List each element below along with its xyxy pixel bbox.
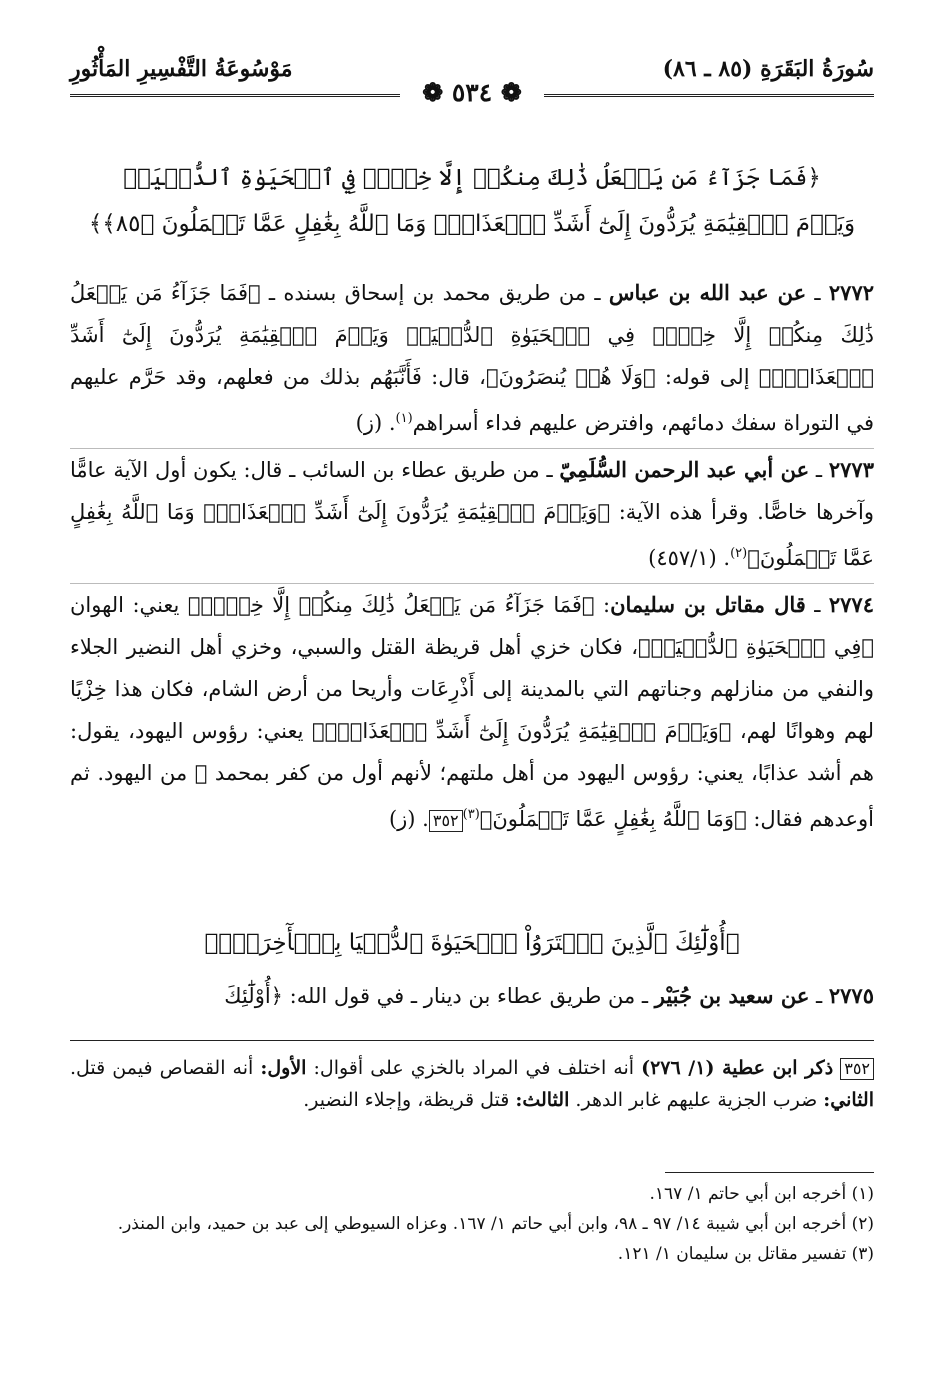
entry-tail: . (ز) [355, 411, 396, 435]
verse-85-heading [70, 155, 874, 247]
verse-85-line-2: وَيَوۡمَ ٱلۡقِيَٰمَةِ يُرَدُّونَ إِلَىٰٓ أَشَدِّ ٱلۡعَذَابِۗ وَمَا ٱللَّهُ بِغَٰفِلٍ عَمَّا تَعۡمَلُونَ ﴿٨٥﴾﴾ [88, 211, 856, 237]
page-number-text: ٥٣٤ [451, 78, 493, 107]
verse-86-line-1: ﴿أُوْلَٰٓئِكَ ٱلَّذِينَ ٱشۡتَرَوُاْ ٱلۡحَيَوٰةَ ٱلدُّنۡيَا بِٱلۡأٓخِرَةِۖ﴾ [204, 930, 740, 956]
footnote-1: (١) أخرجه ابن أبي حاتم ١/ ١٦٧. [649, 1184, 874, 1204]
note-key-2: الثاني: [823, 1089, 874, 1111]
commentary-note-352 [70, 1052, 874, 1116]
narrator-name: قال مقاتل بن سليمان [610, 592, 806, 617]
page-number [414, 78, 530, 107]
ornament-left-icon: ❁ [422, 78, 452, 107]
entry-number: ٢٧٧٥ [828, 983, 874, 1008]
entry-text: ـ من طريق عطاء بن السائب ـ قال: يكون أول الآية عامًّا وآخرها خاصًّا. وقرأ هذه الآية: ﴿وَيَوۡمَ ٱلۡقِيَٰمَةِ يُرَدُّونَ إِلَىٰٓ أَشَدِّ ٱلۡعَذَابِۗ وَمَا ٱللَّهُ بِغَٰفِلٍ عَمَّا تَعۡمَلُونَ﴾ [70, 458, 874, 570]
entries [70, 272, 874, 840]
footnotes [70, 1180, 874, 1270]
note-text: أنه اختلف في المراد بالخزي على أقوال: [306, 1057, 642, 1079]
header-rule-left [70, 94, 400, 97]
entry-text: : ﴿فَمَا جَزَآءُ مَن يَفۡعَلُ ذَٰلِكَ مِنكُمۡ إِلَّا خِزۡيٞ﴾ يعني: الهوان ﴿فِي ٱلۡحَيَوٰةِ ٱلدُّنۡيَاۖ﴾، فكان خزي أهل قريظة القتل والسبي، وخزي أهل النضير الجلاء والنفي من منازلهم وجناتهم التي بالمدينة إلى أَذْرِعَات وأريحا من أرض الشام، فكان هذا خِزْيًا لهم وهوانًا لهم، ﴿وَيَوۡمَ ٱلۡقِيَٰمَةِ يُرَدُّونَ إِلَىٰٓ أَشَدِّ ٱلۡعَذَابِۗ﴾ يعني: رؤوس اليهود، يقول: هم أشد عذابًا، يعني: رؤوس اليهود من أهل ملتهم؛ لأنهم أول من كفر بمحمد ﷺ من اليهود. ثم أوعدهم فقال: ﴿وَمَا ٱللَّهُ بِغَٰفِلٍ عَمَّا تَعۡمَلُونَ﴾ [70, 593, 874, 831]
entry-text: ـ من طريق عطاء بن دينار ـ في قول الله: ﴿أُوْلَٰٓئِكَ [224, 984, 655, 1008]
note-key-1: الأول: [260, 1057, 307, 1079]
running-header [70, 52, 874, 107]
entry-2774: ٢٧٧٤ ـ قال مقاتل بن سليمان: ﴿فَمَا جَزَآءُ مَن يَفۡعَلُ ذَٰلِكَ مِنكُمۡ إِلَّا خِزۡيٞ﴾ يعني: الهوان ﴿فِي ٱلۡحَيَوٰةِ ٱلدُّنۡيَاۖ﴾، فكان خزي أهل قريظة القتل والسبي، وخزي أهل النضير الجلاء والنفي من منازلهم وجناتهم التي بالمدينة إلى أَذْرِعَات وأريحا من أرض الشام، فكان هذا خِزْيًا لهم وهوانًا لهم، ﴿وَيَوۡمَ ٱلۡقِيَٰمَةِ يُرَدُّونَ إِلَىٰٓ أَشَدِّ ٱلۡعَذَابِۗ﴾ يعني: رؤوس اليهود، يقول: هم أشد عذابًا، يعني: رؤوس اليهود من أهل ملتهم؛ لأنهم أول من كفر بمحمد ﷺ من اليهود. ثم أوعدهم فقال: ﴿وَمَا ٱللَّهُ بِغَٰفِلٍ عَمَّا تَعۡمَلُونَ﴾$^{(٣)}$٣٥٢. (ز) [70, 583, 874, 840]
footnotes-divider [665, 1172, 874, 1173]
book-title: مَوْسُوعَةُ التَّفْسِيرِ المَأْثُورِ [70, 56, 293, 82]
commentary-divider [70, 1040, 874, 1041]
note-text: أنه القصاص فيمن قتل. [70, 1057, 261, 1079]
entry-2773: ٢٧٧٣ ـ عن أبي عبد الرحمن السُّلَمِيّ ـ من طريق عطاء بن السائب ـ قال: يكون أول الآية عامًّا وآخرها خاصًّا. وقرأ هذه الآية: ﴿وَيَوۡمَ ٱلۡقِيَٰمَةِ يُرَدُّونَ إِلَىٰٓ أَشَدِّ ٱلۡعَذَابِۗ وَمَا ٱللَّهُ بِغَٰفِلٍ عَمَّا تَعۡمَلُونَ﴾$^{(٢)}$. (٤٥٧/١) [70, 448, 874, 579]
commentary-tag[interactable]: ٣٥٢ [429, 810, 463, 832]
entry-number: ٢٧٧٢ [828, 280, 875, 305]
note-key-3: الثالث: [515, 1089, 570, 1111]
narrator-name: عن سعيد بن جُبَيْر [654, 983, 810, 1008]
surah-name: سُورَةُ البَقَرَةِ [760, 56, 874, 82]
entry-2772: ٢٧٧٢ ـ عن عبد الله بن عباس ـ من طريق محمد بن إسحاق بسنده ـ ﴿فَمَا جَزَآءُ مَن يَفۡعَلُ ذَٰلِكَ مِنكُمۡ إِلَّا خِزۡيٞ فِي ٱلۡحَيَوٰةِ ٱلدُّنۡيَاۖ وَيَوۡمَ ٱلۡقِيَٰمَةِ يُرَدُّونَ إِلَىٰٓ أَشَدِّ ٱلۡعَذَابِۗ﴾ إلى قوله: ﴿وَلَا هُمۡ يُنصَرُونَ﴾، قال: فَأَنَّبَهُم بذلك من فعلهم، وقد حَرَّم عليهم في التوراة سفك دمائهم، وافترض عليهم فداء أسراهم$^{(١)}$. (ز) [70, 280, 875, 435]
footnote-ref[interactable]: (٢) [730, 546, 748, 561]
entry-2775: ٢٧٧٥ ـ عن سعيد بن جُبَيْر ـ من طريق عطاء بن دينار ـ في قول الله: ﴿أُوْلَٰٓئِكَ [224, 983, 874, 1008]
verse-range: (٨٥ ـ ٨٦) [662, 56, 753, 82]
footnote-ref[interactable]: (٣) [462, 807, 480, 822]
footnote-ref[interactable]: (١) [395, 411, 413, 426]
entry-tail: . (٤٥٧/١) [648, 546, 731, 570]
footnote-2: (٢) أخرجه ابن أبي شيبة ١٤/ ٩٧ ـ ٩٨، وابن أبي حاتم ١/ ١٦٧. وعزاه السيوطي إلى عبد بن حميد، وابن المنذر. [117, 1214, 874, 1234]
verse-86-heading [70, 920, 874, 966]
note-lead: ذكر ابن عطية (١/ ٢٧٦) [641, 1057, 834, 1079]
header-rule-right [544, 94, 874, 97]
entry-number: ٢٧٧٣ [828, 457, 874, 482]
narrator-name: عن عبد الله بن عباس [608, 280, 807, 305]
ornament-right-icon: ❁ [492, 78, 522, 107]
note-text: ضرب الجزية عليهم غابر الدهر. [569, 1089, 824, 1111]
note-text: قتل قريظة، وإجلاء النضير. [303, 1089, 516, 1111]
verse-85-line-1: ﴿فَمَا جَزَآءُ مَن يَفۡعَلُ ذَٰلِكَ مِنكُمۡ إِلَّا خِزۡيٞ فِي ٱلۡحَيَوٰةِ ٱلدُّنۡيَاۖ [123, 165, 821, 191]
header-surah [663, 56, 874, 82]
narrator-name: عن أبي عبد الرحمن السُّلَمِيّ [559, 457, 810, 482]
entry-text: ـ من طريق محمد بن إسحاق بسنده ـ ﴿فَمَا جَزَآءُ مَن يَفۡعَلُ ذَٰلِكَ مِنكُمۡ إِلَّا خِزۡيٞ فِي ٱلۡحَيَوٰةِ ٱلدُّنۡيَاۖ وَيَوۡمَ ٱلۡقِيَٰمَةِ يُرَدُّونَ إِلَىٰٓ أَشَدِّ ٱلۡعَذَابِۗ﴾ إلى قوله: ﴿وَلَا هُمۡ يُنصَرُونَ﴾، قال: فَأَنَّبَهُم بذلك من فعلهم، وقد حَرَّم عليهم في التوراة سفك دمائهم، وافترض عليهم فداء أسراهم [70, 281, 874, 435]
entry-tail: . (ز) [388, 807, 429, 831]
footnote-3: (٣) تفسير مقاتل بن سليمان ١/ ١٢١. [617, 1244, 874, 1264]
entry-number: ٢٧٧٤ [828, 592, 874, 617]
commentary-tag: ٣٥٢ [840, 1058, 874, 1080]
